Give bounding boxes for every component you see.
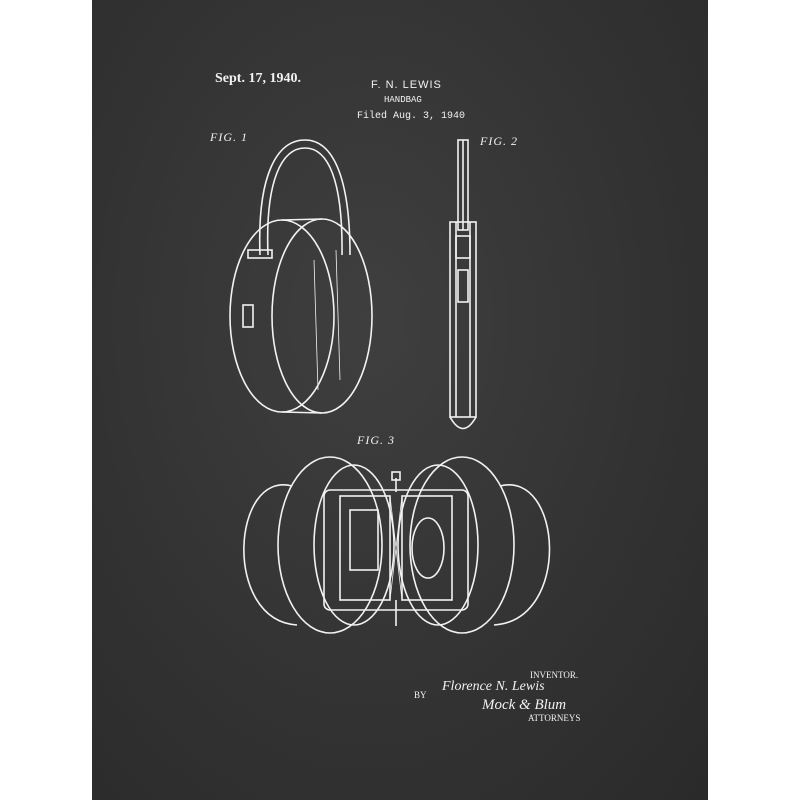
inventor-signature: Florence N. Lewis <box>442 679 545 694</box>
patent-sheet <box>92 0 708 800</box>
fig-2-drawing <box>450 140 476 429</box>
fig-1-drawing <box>230 140 372 413</box>
patent-title: HANDBAG <box>384 95 422 105</box>
attorneys-label: ATTORNEYS <box>528 713 581 723</box>
fig-3-label: FIG. 3 <box>357 433 395 447</box>
inventor-name: F. N. LEWIS <box>371 79 442 91</box>
by-label: BY <box>414 690 427 700</box>
fig-1-label: FIG. 1 <box>210 130 248 144</box>
attorney-signature: Mock & Blum <box>482 697 567 713</box>
filed-date: Filed Aug. 3, 1940 <box>357 111 466 122</box>
fig-2-label: FIG. 2 <box>480 134 518 148</box>
patent-date: Sept. 17, 1940. <box>215 71 301 86</box>
fig-3-drawing <box>244 457 550 633</box>
patent-drawings <box>92 0 708 800</box>
inventor-label: INVENTOR. <box>530 670 579 680</box>
